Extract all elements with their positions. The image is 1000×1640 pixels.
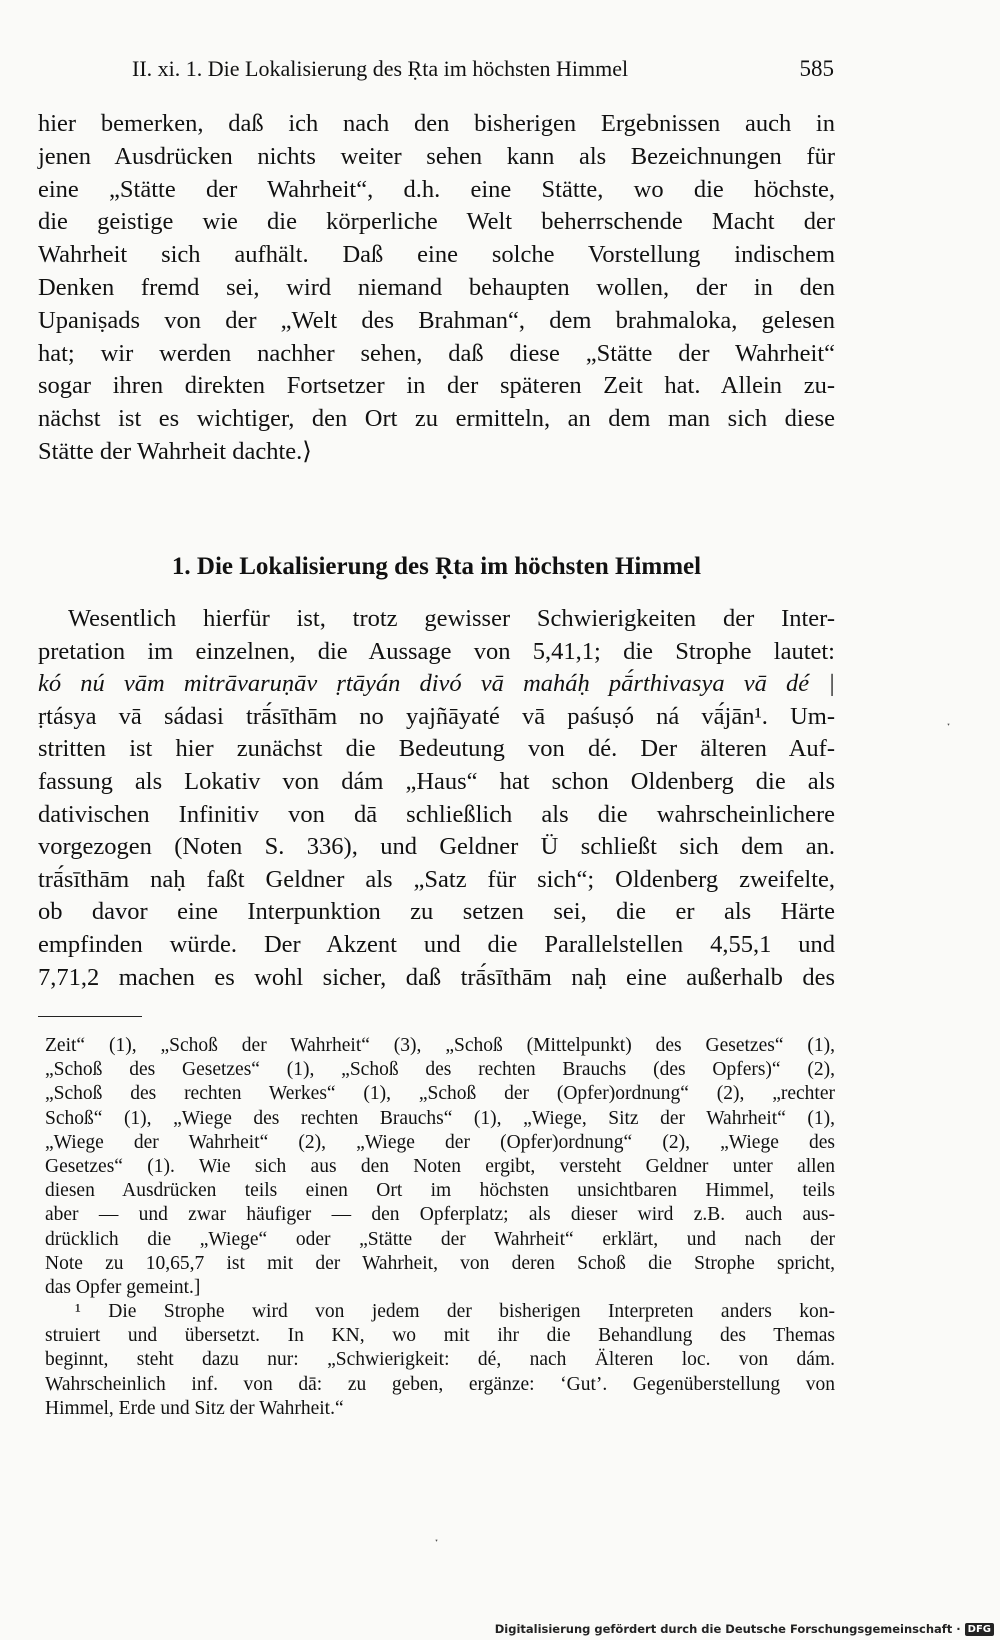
text-line: fassung als Lokativ von dám „Haus“ hat schon Oldenberg die als bbox=[38, 767, 835, 795]
footnote-line: ¹ Die Strophe wird von jedem der bisherigen Interpreten anders kon- bbox=[75, 1301, 835, 1323]
text-line: die geistige wie die körperliche Welt beherrschende Macht der bbox=[38, 208, 835, 236]
footnote-separator bbox=[38, 1016, 142, 1017]
footnote-line: das Opfer gemeint.] bbox=[45, 1276, 201, 1298]
footnotes bbox=[45, 1034, 835, 1421]
text-line: vorgezogen (Noten S. 336), und Geldner Ü schließt sich dem an. bbox=[38, 833, 835, 861]
text-line: empfinden würde. Der Akzent und die Parallelstellen 4,55,1 und bbox=[38, 930, 835, 958]
footnote-line: diesen Ausdrücken teils einen Ort im höchsten unsichtbaren Himmel, teils bbox=[45, 1180, 835, 1202]
text-line: kó nú vām mitrāvaruṇāv ṛtāyán divó vā maháḥ pā́rthivasya vā dé | bbox=[38, 670, 835, 698]
scan-speck: ˑ bbox=[434, 1532, 440, 1552]
section-heading: 1. Die Lokalisierung des Ṛta im höchsten Himmel bbox=[171, 553, 702, 580]
footnote-line: Gesetzes“ (1). Wie sich aus den Noten ergibt, versteht Geldner unter allen bbox=[45, 1155, 835, 1177]
text-line: Denken fremd sei, wird niemand behaupten wollen, der in den bbox=[38, 273, 835, 301]
section-paragraph bbox=[38, 603, 835, 994]
intro-paragraph bbox=[38, 108, 835, 469]
footnote-line: beginnt, steht dazu nur: „Schwierigkeit: dé, nach Älteren loc. von dám. bbox=[45, 1349, 835, 1371]
footnote-line: „Wiege der Wahrheit“ (2), „Wiege der (Opfer)ordnung“ (2), „Wiege des bbox=[45, 1131, 835, 1153]
footnote-line: Himmel, Erde und Sitz der Wahrheit.“ bbox=[45, 1397, 344, 1419]
text-line: ob davor eine Interpunktion zu setzen sei, die er als Härte bbox=[38, 898, 835, 926]
text-line: Stätte der Wahrheit dachte.⟩ bbox=[38, 437, 312, 465]
footnote-line: „Schoß des Gesetzes“ (1), „Schoß des rechten Brauchs (des Opfers)“ (2), bbox=[45, 1059, 835, 1081]
footnote-line: „Schoß des rechten Werkes“ (1), „Schoß der (Opfer)ordnung“ (2), „rechter bbox=[45, 1083, 835, 1105]
text-line: Wesentlich hierfür ist, trotz gewisser Schwierigkeiten der Inter- bbox=[68, 605, 835, 632]
text-line: hat; wir werden nachher sehen, daß diese „Stätte der Wahrheit“ bbox=[38, 339, 835, 367]
running-title: II. xi. 1. Die Lokalisierung des Ṛta im höchsten Himmel bbox=[132, 56, 629, 81]
page-number: 585 bbox=[799, 56, 834, 81]
footnote-line: Schoß“ (1), „Wiege des rechten Brauchs“ (1), „Wiege, Sitz der Wahrheit“ (1), bbox=[45, 1107, 835, 1129]
scan-speck: ˑ bbox=[946, 716, 952, 736]
text-line: stritten ist hier zunächst die Bedeutung von dé. Der älteren Auf- bbox=[38, 735, 835, 763]
dfg-logo: DFG bbox=[965, 1623, 994, 1636]
text-line: eine „Stätte der Wahrheit“, d.h. eine Stätte, wo die höchste, bbox=[38, 175, 835, 203]
footnote-line: Note zu 10,65,7 ist mit der Wahrheit, von deren Schoß die Strophe spricht, bbox=[45, 1252, 835, 1274]
text-line: hier bemerken, daß ich nach den bisherigen Ergebnissen auch in bbox=[38, 110, 835, 137]
footnote-line: struiert und übersetzt. In KN, wo mit ihr die Behandlung des Themas bbox=[45, 1325, 835, 1347]
text-line: ṛtásya vā sádasi trā́sīthām no yajñāyaté vā paśuṣó ná vā́jān¹. Um- bbox=[38, 702, 835, 730]
text-line: nächst ist es wichtiger, den Ort zu ermitteln, an dem man sich diese bbox=[38, 405, 835, 433]
credit-text: Digitalisierung gefördert durch die Deutsche Forschungsgemeinschaft · bbox=[494, 1622, 961, 1636]
footnote-line: aber — und zwar häufiger — den Opferplatz; als dieser wird z.B. auch aus- bbox=[45, 1204, 835, 1226]
text-line: 7,71,2 machen es wohl sicher, daß trā́sīthām naḥ eine außerhalb des bbox=[38, 963, 835, 991]
footnote-line: Wahrscheinlich inf. von dā: zu geben, ergänze: ‘Gut’. Gegenüberstellung von bbox=[45, 1373, 835, 1395]
text-line: dativischen Infinitiv von dā schließlich als die wahrscheinlichere bbox=[38, 800, 835, 828]
running-header bbox=[132, 56, 834, 82]
text-line: Wahrheit sich aufhält. Daß eine solche Vorstellung indischem bbox=[38, 241, 835, 269]
text-line: jenen Ausdrücken nichts weiter sehen kann als Bezeichnungen für bbox=[38, 142, 835, 170]
footnote-line: Zeit“ (1), „Schoß der Wahrheit“ (3), „Schoß (Mittelpunkt) des Gesetzes“ (1), bbox=[45, 1035, 835, 1056]
text-line: sogar ihren direkten Fortsetzer in der späteren Zeit hat. Allein zu- bbox=[38, 372, 835, 400]
text-line: pretation im einzelnen, die Aussage von 5,41,1; die Strophe lautet: bbox=[38, 637, 835, 665]
text-line: Upaniṣads von der „Welt des Brahman“, dem brahmaloka, gelesen bbox=[38, 306, 835, 334]
text-line: trā́sīthām naḥ faßt Geldner als „Satz für sich“; Oldenberg zweifelte, bbox=[38, 865, 835, 893]
digitization-credit bbox=[495, 1622, 994, 1636]
footnote-line: drücklich die „Wiege“ oder „Stätte der Wahrheit“ erklärt, und nach der bbox=[45, 1228, 835, 1250]
